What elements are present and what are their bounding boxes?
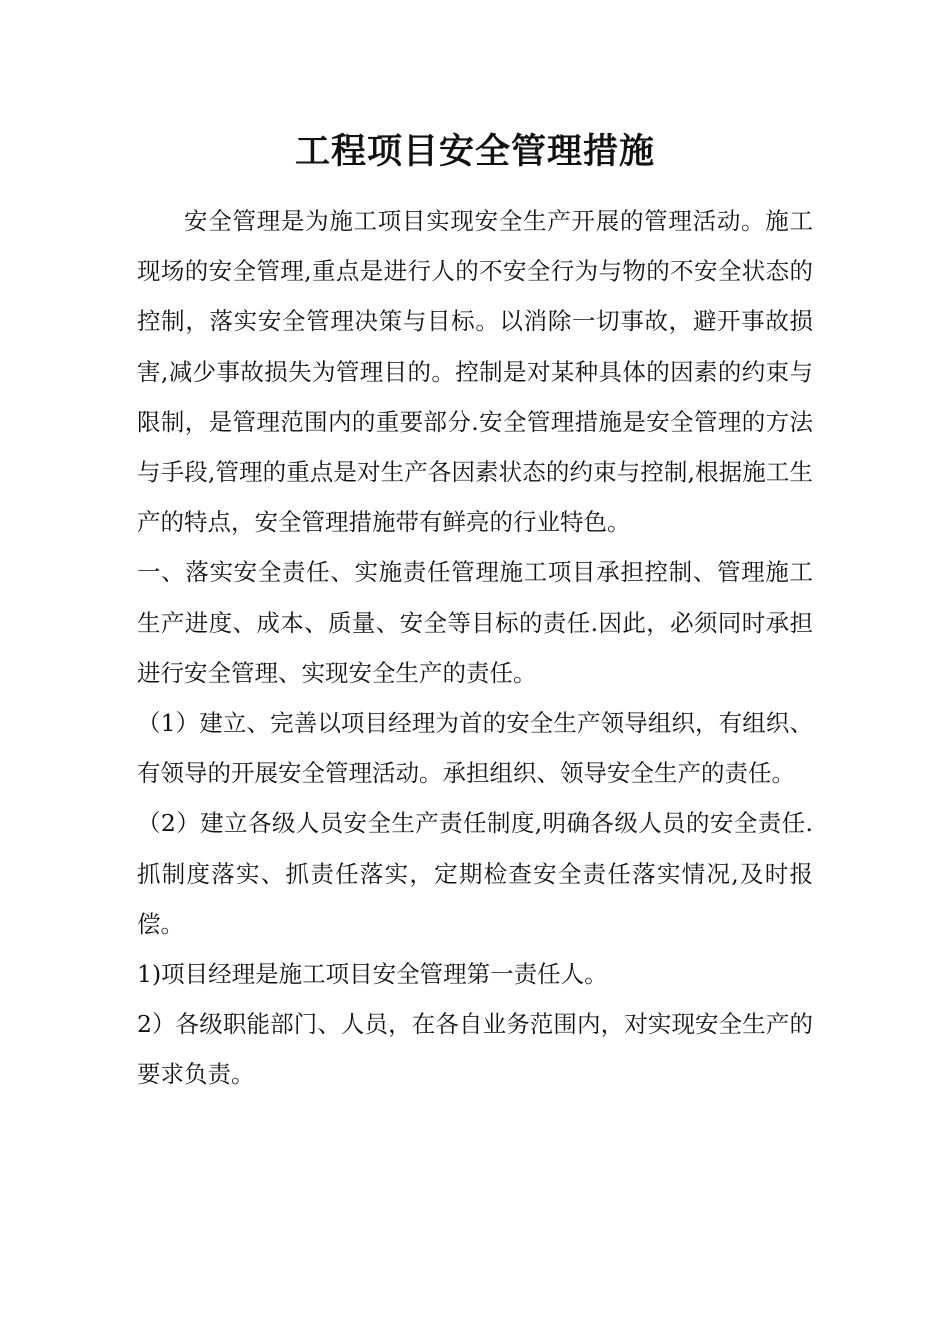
- intro-paragraph: 安全管理是为施工项目实现安全生产开展的管理活动。施工现场的安全管理,重点是进行人的不安全行为与物的不安全状态的控制，落实安全管理决策与目标。以消除一切事故，避开事故损害,减少事故损失为管理目的。控制是对某种具体的因素的约束与限制，是管理范围内的重要部分.安全管理措施是安全管理的方法与手段,管理的重点是对生产各因素状态的约束与控制,根据施工生产的特点，安全管理措施带有鲜亮的行业特色。: [137, 207, 813, 537]
- document-body: [137, 196, 813, 1100]
- subitem-1-paragraph: 1)项目经理是施工项目安全管理第一责任人。: [137, 960, 608, 989]
- section-one-paragraph: 一、落实安全责任、实施责任管理施工项目承担控制、管理施工生产进度、成本、质量、安全等目标的责任.因此，必须同时承担进行安全管理、实现安全生产的责任。: [137, 558, 813, 687]
- item-2-paragraph: （2）建立各级人员安全生产责任制度,明确各级人员的安全责任.抓制度落实、抓责任落实，定期检查安全责任落实情况,及时报偿。: [137, 809, 813, 938]
- item-1-paragraph: （1）建立、完善以项目经理为首的安全生产领导组织，有组织、有领导的开展安全管理活动。承担组织、领导安全生产的责任。: [137, 709, 813, 788]
- subitem-2-paragraph: 2）各级职能部门、人员，在各自业务范围内，对实现安全生产的要求负责。: [137, 1010, 813, 1089]
- document-title: 工程项目安全管理措施: [294, 131, 655, 172]
